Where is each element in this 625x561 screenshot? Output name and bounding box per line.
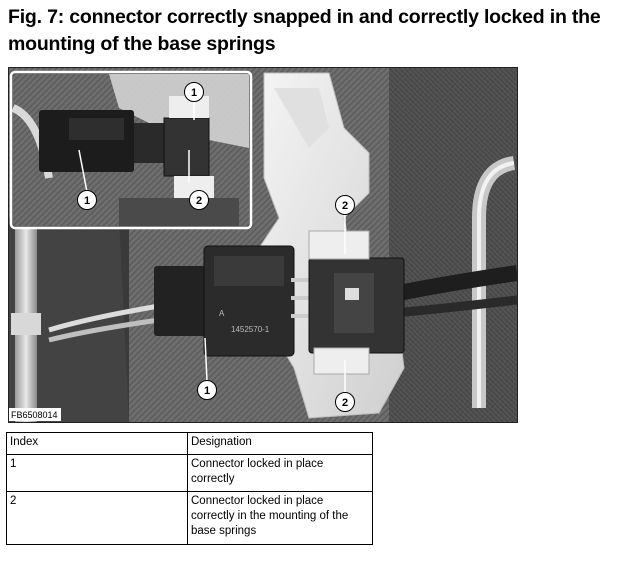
- legend-designation: Connector locked in place correctly in the mounting of the base springs: [188, 492, 373, 545]
- callout-2-inset-top: [185, 83, 204, 102]
- figure-title: [8, 4, 620, 58]
- callout-2-inset-bottom: [190, 191, 209, 210]
- callout-label: 2: [341, 397, 349, 409]
- inset-detail-photo: [11, 72, 251, 228]
- callout-label: 1: [83, 195, 91, 207]
- legend-index: 2: [7, 492, 188, 545]
- legend-header-designation: Designation: [188, 433, 373, 455]
- connector-marking-part: 1452570-1: [231, 325, 270, 334]
- callout-2-main-top: [336, 196, 355, 215]
- callout-label: 2: [195, 195, 203, 207]
- table-row: [7, 455, 373, 492]
- callout-2-main-bottom: [336, 393, 355, 412]
- legend-designation: Connector locked in place correctly: [188, 455, 373, 492]
- callout-1-inset: [78, 191, 97, 210]
- legend-header-row: [7, 433, 373, 455]
- callout-label: 1: [203, 385, 211, 397]
- legend-index: 1: [7, 455, 188, 492]
- callout-1-main: [198, 381, 217, 400]
- table-row: [7, 492, 373, 545]
- legend-header-index: Index: [7, 433, 188, 455]
- connector-photo: [8, 67, 518, 423]
- callout-label: 2: [341, 200, 349, 212]
- callout-label: 1: [190, 87, 198, 99]
- connector-marking-a: A: [219, 309, 225, 318]
- figure-label: Fig. 7:: [8, 6, 65, 28]
- legend-table: [6, 432, 373, 545]
- figure-caption: connector correctly snapped in and correctly locked in the mounting of the base springs: [8, 6, 601, 55]
- photo-id-label: FB6508014: [11, 410, 58, 420]
